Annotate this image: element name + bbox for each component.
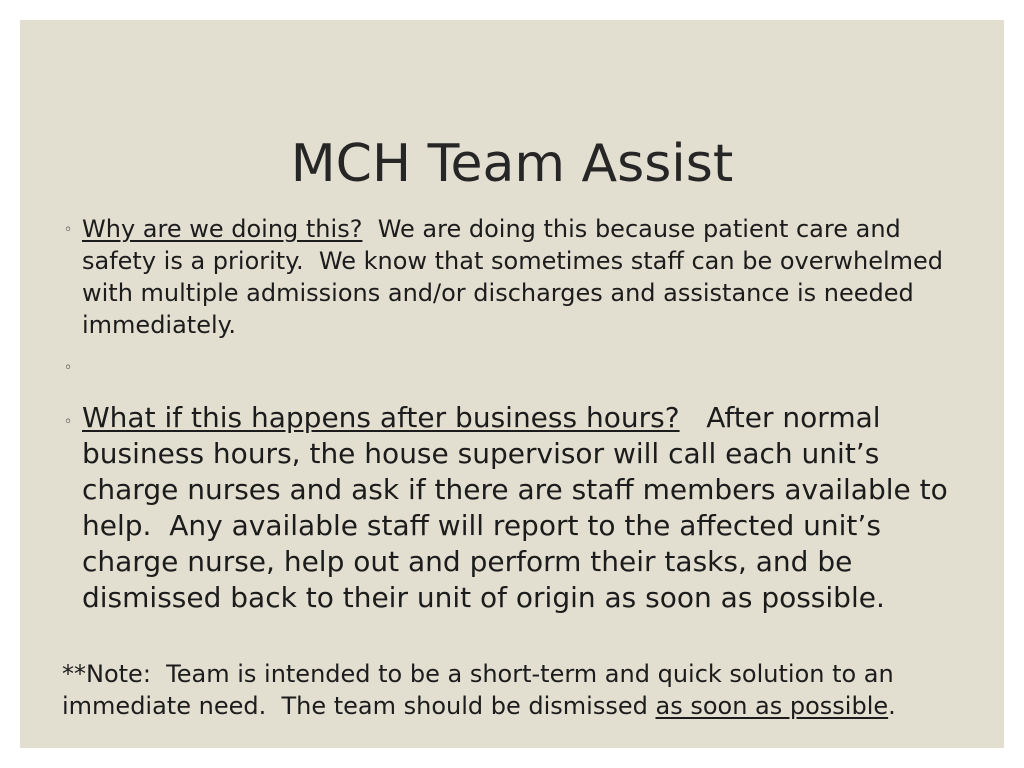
bullet-body: After normal business hours, the house supervisor will call each unit’s charge nurses and ask if there are staff members available to help. Any available staff will report to the affected unit’s charge nurse, help out and perform their tasks, and be dismissed back to their unit of origin as soon as possible. (82, 401, 957, 614)
slide-title: MCH Team Assist (290, 134, 734, 194)
bullet-marker-icon: ◦ (64, 222, 73, 238)
bullet-heading: What if this happens after business hours? (82, 401, 680, 434)
bullet-item (64, 400, 962, 616)
bullet-text (82, 400, 962, 616)
footnote (62, 658, 982, 722)
bullet-marker-icon: ◦ (64, 414, 73, 430)
bullet-item (64, 213, 962, 341)
bullet-item-empty (64, 351, 962, 383)
footnote-end: . (888, 692, 896, 720)
bullet-text (82, 213, 962, 341)
bullet-body: We are doing this because patient care and safety is a priority. We know that sometimes staff can be overwhelmed with multiple admissions and/or discharges and assistance is needed immediately. (82, 215, 951, 339)
footnote-emphasis: as soon as possible (655, 692, 889, 720)
bullet-heading: Why are we doing this? (82, 215, 363, 243)
footnote-text: **Note: Team is intended to be a short-term and quick solution to an immediate need. The team should be dismissed (62, 660, 902, 720)
slide (20, 20, 1004, 748)
bullet-marker-icon: ◦ (64, 360, 73, 376)
